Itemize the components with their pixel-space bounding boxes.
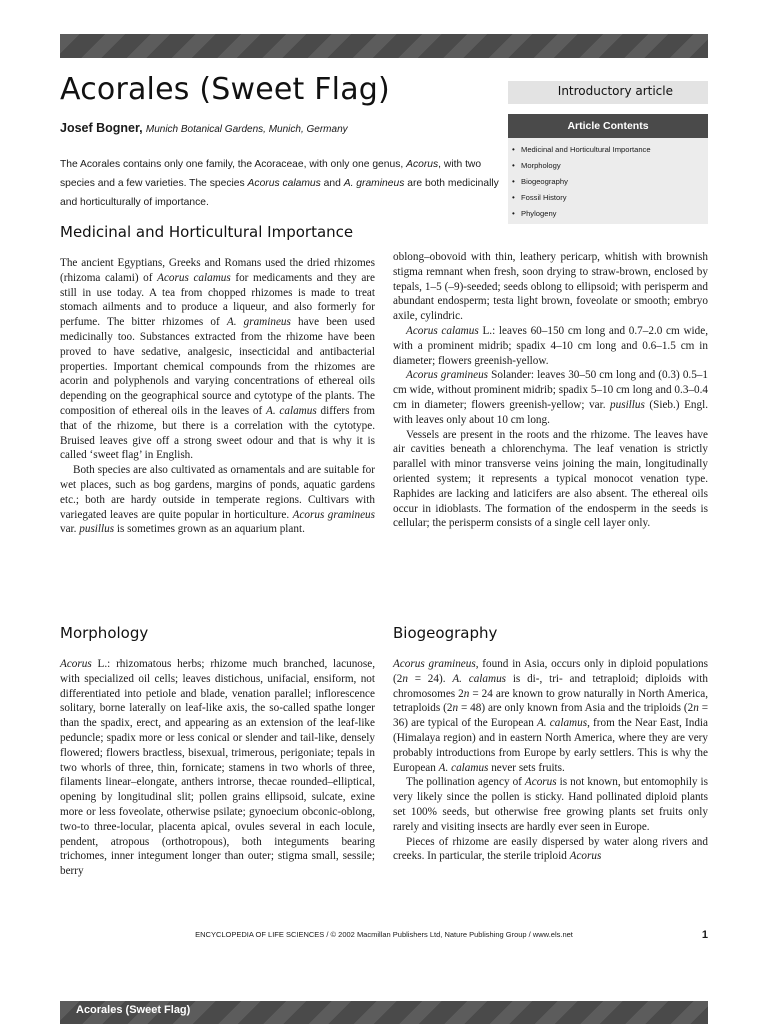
italic-text-run: Acorus <box>569 850 602 863</box>
text-run: , from the Near East, India (Himalaya region) and in eastern North America, where they are very probably introductions from Europe by early settlers. This is why the European <box>393 717 708 774</box>
article-contents-box <box>508 114 708 224</box>
text-run: differs from that of the rhizome, but there is a correlation with the cytotype. Bruised leaves give off a strong sweet odour and that is why it is called ‘sweet flag’ in English. <box>60 404 376 462</box>
italic-text-run: n <box>693 702 699 715</box>
body-paragraph <box>393 657 708 775</box>
italic-text-run: A. gramineus <box>226 316 291 329</box>
italic-text-run: Acorus calamus <box>247 178 321 189</box>
italic-text-run: Acorus <box>60 658 92 670</box>
italic-text-run: pusillus <box>610 398 645 411</box>
section-heading-biogeography: Biogeography <box>393 624 498 642</box>
italic-text-run: A. calamus <box>438 761 489 774</box>
body-paragraph <box>393 368 708 427</box>
article-contents-header: Article Contents <box>508 114 708 138</box>
body-paragraph <box>60 657 375 879</box>
body-paragraph <box>393 775 708 834</box>
contents-item[interactable]: • Phylogeny <box>512 206 708 222</box>
article-type-box <box>508 81 708 104</box>
contents-item[interactable]: • Fossil History <box>512 190 708 206</box>
text-run: The Acorales contains only one family, the Acoraceae, with only one genus, <box>60 159 407 170</box>
body-paragraph <box>393 835 708 865</box>
text-run: = 24). <box>407 672 453 685</box>
italic-text-run: A. calamus <box>452 672 507 685</box>
morphology-section-body <box>60 657 375 879</box>
text-run: = 24 are known to grow naturally in North America, tetraploids (2 <box>393 687 708 715</box>
abstract-paragraph <box>60 155 500 212</box>
body-paragraph <box>393 324 708 368</box>
article-contents-list <box>508 142 708 222</box>
italic-text-run: Acorus calamus <box>406 324 479 337</box>
text-run: is di-, tri- and tetraploid; diploids with chromosomes 2 <box>393 672 708 700</box>
text-run: is sometimes grown as an aquarium plant. <box>114 523 305 536</box>
medicinal-section-body <box>60 256 375 537</box>
text-run: have been used medicinally too. Substances extracted from the rhizome have been proved to have sedative, analgesic, insecticidal and antibacterial properties. Important chemical compounds from the rhizomes are acorin and polyphenols and varying concentrations of ethereal oils depending on the geographical source and cytotype of the plants. The composition of ethereal oils in the leaves of <box>60 316 375 417</box>
text-run: = 36) are typical of the European <box>393 702 709 730</box>
author-affiliation: Munich Botanical Gardens, Munich, Germany <box>145 124 348 135</box>
body-paragraph <box>60 256 375 463</box>
italic-text-run: Acorus gramineus <box>393 658 476 670</box>
text-run: The ancient Egyptians, Greeks and Romans used the dried rhizomes (rhizoma calami) of <box>60 257 375 284</box>
running-head: Acorales (Sweet Flag) <box>76 1004 191 1016</box>
text-run: var. <box>60 523 80 536</box>
text-run: Vessels are present in the roots and the rhizome. The leaves have air cavities beneath a chlorenchyma. The leaf venation is strictly parallel with minor transverse veins joining the main, longitudinally oriented system; it represents a typical monocot venation type. Raphides are lacking and laticifers are also absent. The ethereal oils occur in idioblasts. The formation of the endosperm in the seeds is cellular; the perisperm consists of a single cell layer only. <box>393 428 708 530</box>
italic-text-run: Acorus gramineus <box>406 369 489 382</box>
text-run: and <box>320 178 344 189</box>
contents-item[interactable]: • Biogeography <box>512 174 708 190</box>
text-run: Solander: leaves 30–50 cm long and (0.3) 0.5–1 cm wide, without prominent midrib; spadix 5–10 cm long and 0.3–0.4 cm in diameter; flowers greenish-yellow; var. <box>393 369 708 411</box>
italic-text-run: Acorus <box>406 159 439 170</box>
abstract <box>60 155 500 212</box>
text-run: Pieces of rhizome are easily dispersed by water along rivers and creeks. In particular, the sterile triploid <box>393 835 708 863</box>
body-paragraph <box>393 428 708 532</box>
page-number: 1 <box>701 929 708 941</box>
article-type-label: Introductory article <box>557 84 673 98</box>
italic-text-run: Acorus <box>524 776 557 789</box>
italic-text-run: n <box>452 702 459 715</box>
text-run: never sets fruits. <box>488 761 565 774</box>
italic-text-run: n <box>402 672 408 685</box>
text-run: oblong–obovoid with thin, leathery pericarp, whitish with brownish stigma remnant when fresh, soon drying to straw-brown, enclosed by tepals, 1–5 (–9)-seeded; seeds oblong to ellipsoid; with perisperm and abundant endosperm; testa light brown, foveolate or smooth; embryo axile, cylindric. <box>393 251 708 323</box>
text-run: (Sieb.) Engl. with leaves only about 10 cm long. <box>393 398 708 426</box>
text-run: , with two species and a few varieties. The species <box>60 159 482 189</box>
text-run: L.: leaves 60–150 cm long and 0.7–2.0 cm wide, with a prominent midrib; spadix 4–10 cm long and 0.6–1.5 cm in diameter; flowers greenish-yellow. <box>393 324 708 367</box>
contents-item[interactable]: • Medicinal and Horticultural Importance <box>512 142 708 158</box>
italic-text-run: A. gramineus <box>343 178 405 189</box>
text-run: Both species are also cultivated as ornamentals and are suitable for wet places, such as bog gardens, margins of ponds, aquatic gardens etc.; both are hardy outside in temperate regions. Cultivars with variegated leaves are quite popular in horticulture. <box>60 464 375 521</box>
author-name: Josef Bogner, <box>60 121 143 135</box>
text-run: L.: rhizomatous herbs; rhizome much branched, lacunose, with specialized oil cells; leaves distichous, unifacial, ensiform, not differentiated into petiole and blade, venation parallel; inflorescence solitary, borne laterally on leaf-like axis, the so-called spathe longer than the spadix, erect, and appearing as an extension of the leaf-like peduncle; spadix more or less conical or slender and tail-like, densely flowered; flowers bractless, bisexual, trimerous, perigoniate; tepals in two whorls of three, thin, fornicate; stamens in two whorls of three, filaments linear–elongate, anthers introrse, thecae rounded–elliptical, opening by longitudinal slit; pollen grains ellipsoid, sulcate, exine more or less foveolate, otherwise psilate; gynoecium obconic-oblong, two-to three-locular, placenta apical, ovules several in each locule, pendent, atropous (orthotropous), both integuments bearing trichomes, inner integument longer than outer; stigma small, sessile; berry <box>60 658 375 878</box>
text-run: The pollination agency of <box>406 776 525 789</box>
author-line <box>60 121 348 135</box>
article-title: Acorales (Sweet Flag) <box>60 72 390 107</box>
text-run: = 48) are only known from Asia and the triploids (2 <box>458 702 694 715</box>
italic-text-run: Acorus calamus <box>157 271 231 284</box>
text-run: , found in Asia, occurs only in diploid populations (2 <box>393 658 708 685</box>
page-footer: ENCYCLOPEDIA OF LIFE SCIENCES / © 2002 Macmillan Publishers Ltd, Nature Publishing Group / www.els.net <box>195 930 573 939</box>
body-paragraph <box>393 250 708 324</box>
text-run: for medicaments and they are still in use today. A tea from chopped rhizomes is made to treat stomach ailments and to produce a liqueur, and also formerly for perfume. The bitter rhizomes of <box>60 271 375 329</box>
section-heading-morphology: Morphology <box>60 624 149 642</box>
italic-text-run: n <box>463 687 470 700</box>
top-decorative-band <box>60 34 708 58</box>
italic-text-run: A. calamus <box>266 404 317 417</box>
biogeography-section-body <box>393 657 708 864</box>
section-heading-medicinal: Medicinal and Horticultural Importance <box>60 223 354 241</box>
italic-text-run: A. calamus <box>536 717 588 730</box>
italic-text-run: pusillus <box>79 523 115 536</box>
italic-text-run: Acorus gramineus <box>292 508 375 521</box>
morphology-continuation-body <box>393 250 708 531</box>
bottom-decorative-band <box>60 1001 708 1024</box>
body-paragraph <box>60 463 375 537</box>
contents-item[interactable]: • Morphology <box>512 158 708 174</box>
text-run: are both medicinally and horticulturally of importance. <box>60 178 499 208</box>
text-run: is not known, but entomophily is very likely since the pollen is sticky. Hand pollinated diploid plants set 100% seeds, but otherwise free growing plants set fruits only rarely and visiting insects are hardly ever seen in Europe. <box>393 776 708 833</box>
